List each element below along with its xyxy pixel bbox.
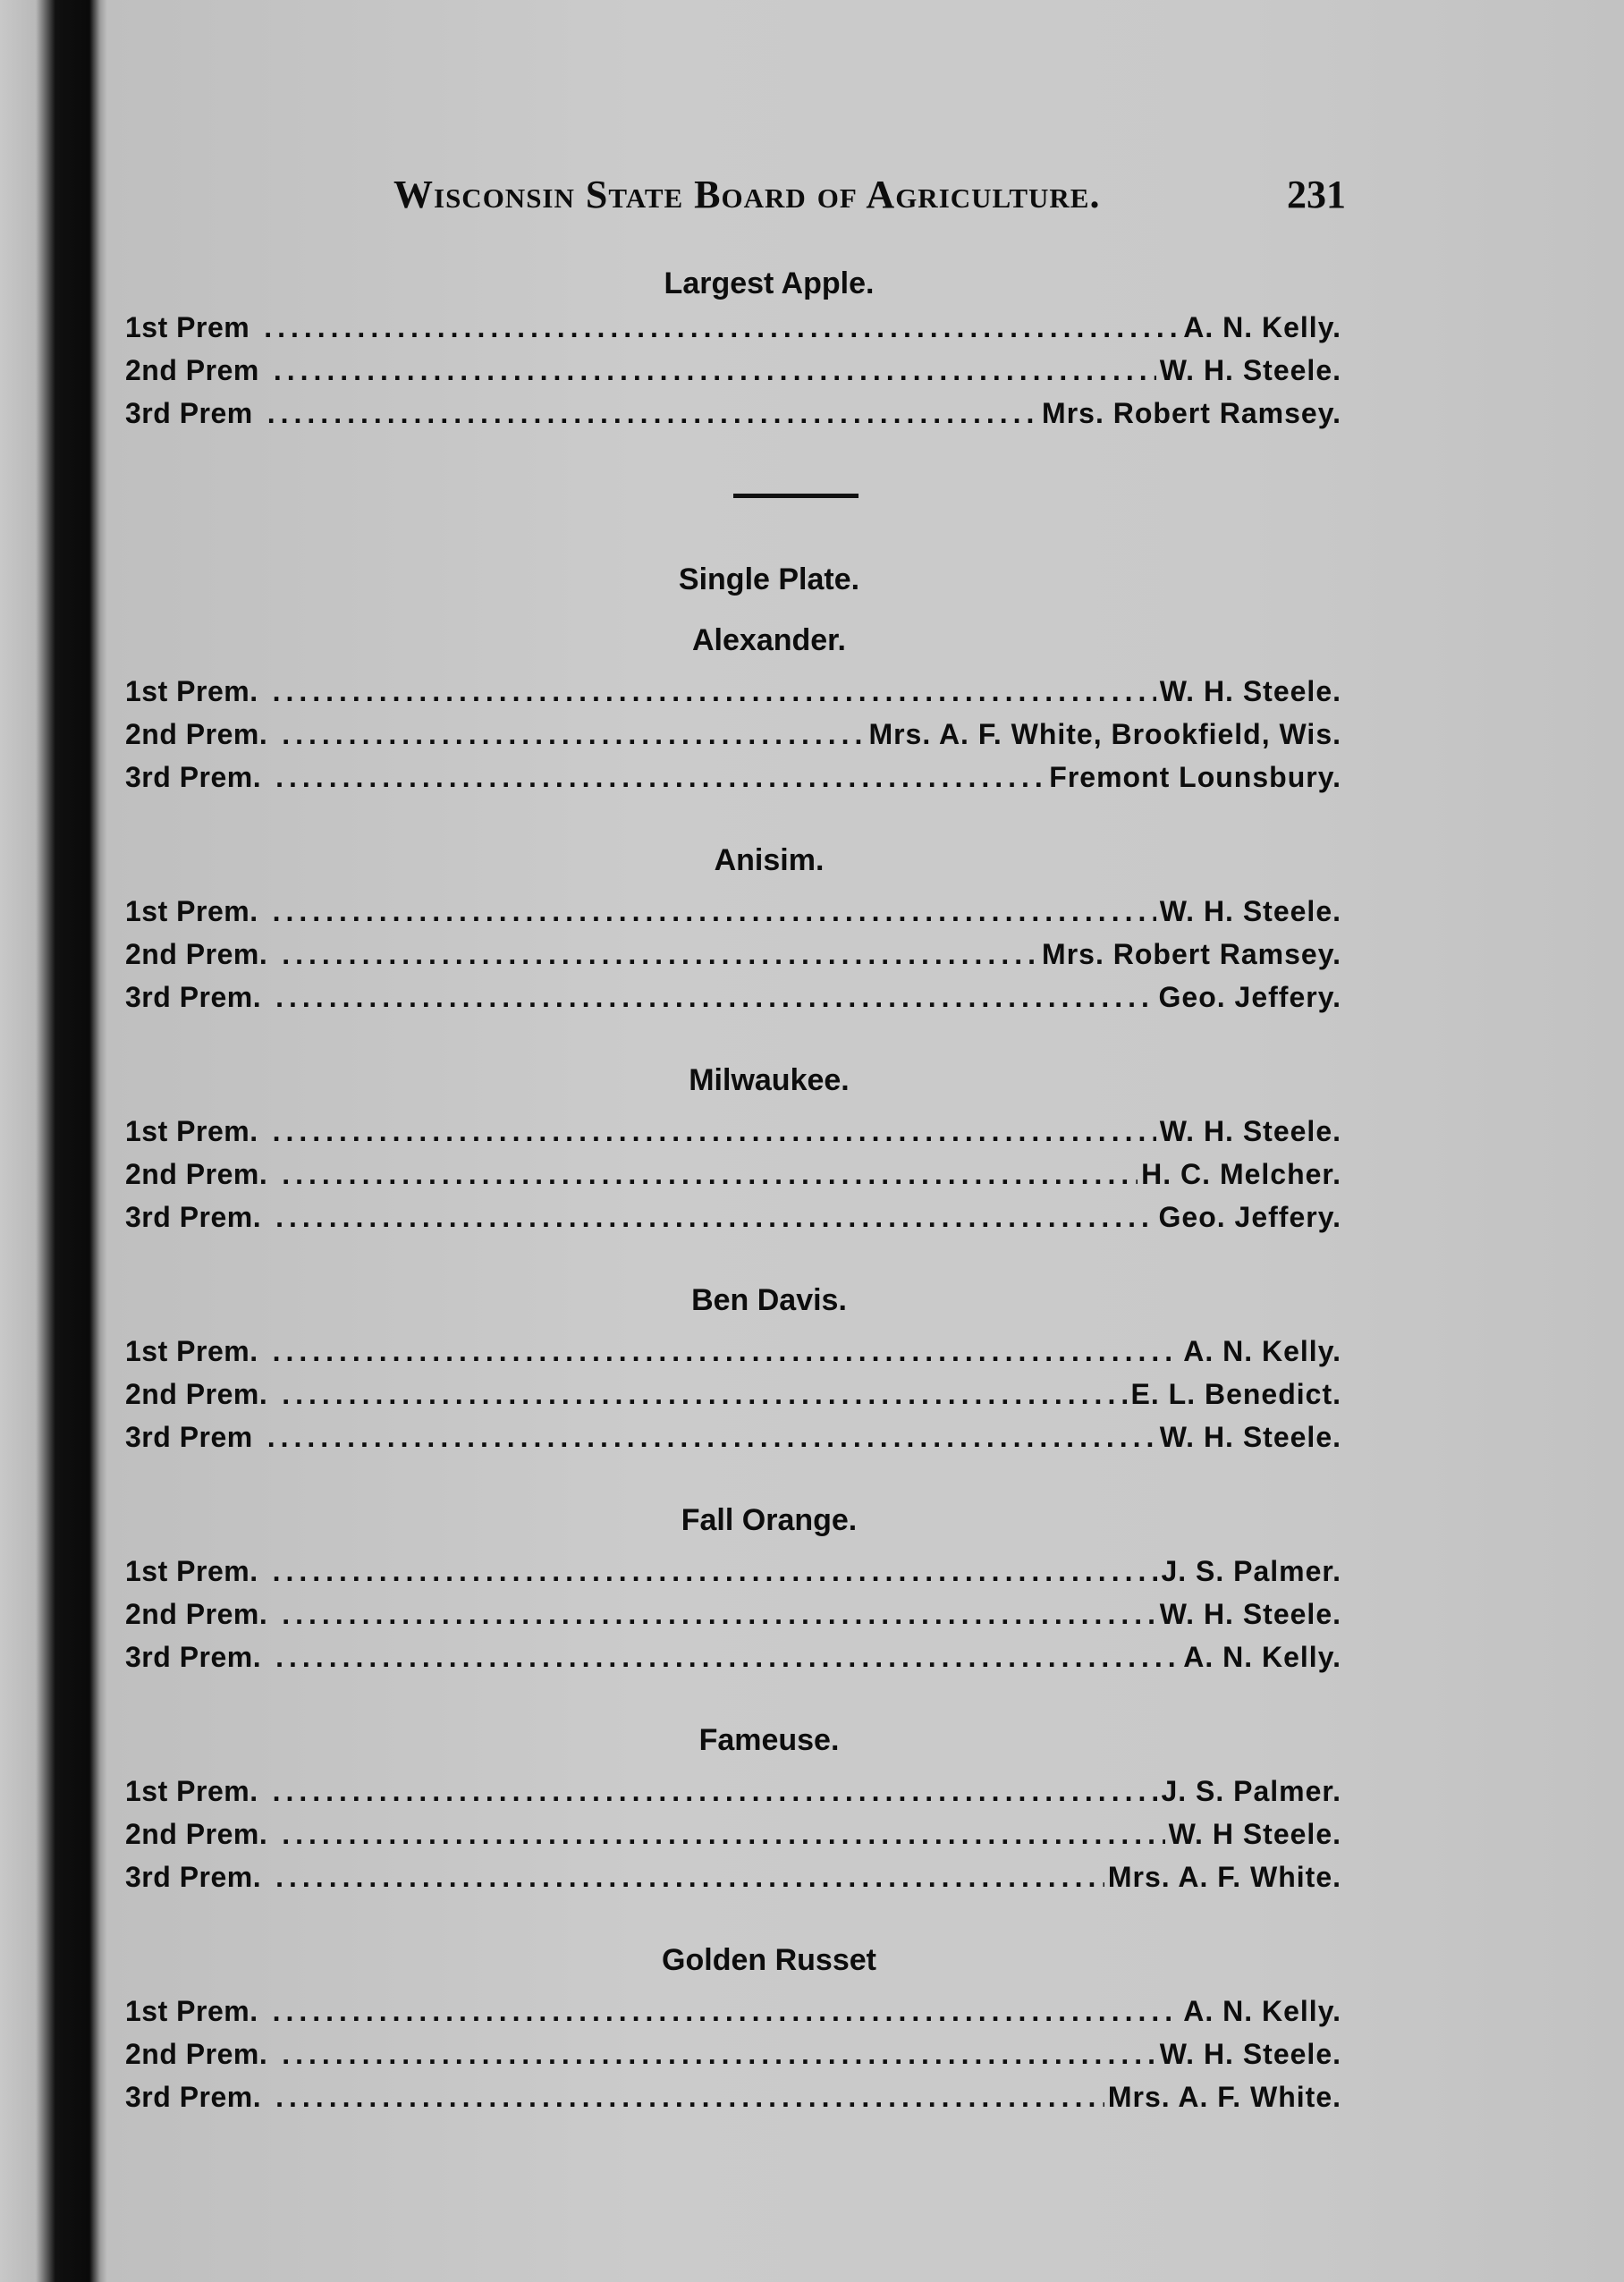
dot-leader: [264, 306, 1180, 349]
dot-leader: [282, 1373, 1127, 1416]
premium-place: 1st Prem.: [125, 1775, 258, 1807]
dot-leader: [275, 1196, 1155, 1238]
premium-place: 1st Prem.: [125, 1335, 258, 1367]
premium-winner: Mrs. A. F. White.: [1107, 1861, 1341, 1893]
premium-winner: W. H. Steele.: [1159, 1598, 1341, 1630]
dot-leader: [273, 1330, 1180, 1373]
premium-entry: [125, 890, 1341, 933]
premium-place: 2nd Prem.: [125, 2038, 268, 2070]
premium-winner: Mrs. Robert Ramsey.: [1042, 397, 1341, 429]
dot-leader: [275, 2075, 1104, 2118]
premium-place: 3rd Prem.: [125, 2081, 262, 2113]
variety-title: Milwaukee.: [689, 1063, 850, 1097]
section-title-single-plate: Single Plate.: [678, 562, 860, 596]
section-divider: [733, 494, 859, 498]
variety-group-fameuse: [125, 1718, 1341, 1898]
premium-winner: W. H. Steele.: [1159, 354, 1341, 386]
dot-leader: [275, 756, 1045, 799]
dot-leader: [273, 1550, 1158, 1593]
premium-winner: J. S. Palmer.: [1161, 1555, 1341, 1587]
premium-winner: W. H. Steele.: [1159, 895, 1341, 927]
dot-leader: [273, 890, 1156, 933]
variety-group-golden-russet: [125, 1938, 1341, 2118]
premium-place: 2nd Prem.: [125, 1158, 268, 1190]
premium-winner: Geo. Jeffery.: [1158, 981, 1341, 1013]
dot-leader: [275, 976, 1155, 1018]
premium-entry: [125, 756, 1341, 799]
premium-entry: [125, 306, 1341, 349]
page-number: 231: [1287, 173, 1346, 216]
premium-entry: [125, 2075, 1341, 2118]
premium-entry: [125, 1813, 1341, 1855]
premium-place: 1st Prem.: [125, 1555, 258, 1587]
premium-entry: [125, 976, 1341, 1018]
premium-entry: [125, 392, 1341, 435]
premium-winner: Geo. Jeffery.: [1158, 1201, 1341, 1233]
premium-winner: A. N. Kelly.: [1183, 1335, 1341, 1367]
premium-entry: [125, 1550, 1341, 1593]
premium-entry: [125, 1635, 1341, 1678]
variety-group-fall-orange: [125, 1498, 1341, 1678]
premium-winner: W. H. Steele.: [1159, 2038, 1341, 2070]
premium-place: 1st Prem.: [125, 1995, 258, 2027]
premium-place: 2nd Prem.: [125, 1598, 268, 1630]
premium-winner: H. C. Melcher.: [1141, 1158, 1341, 1190]
premium-entry: [125, 1196, 1341, 1238]
premium-place: 1st Prem: [125, 311, 250, 343]
premium-entry: [125, 1990, 1341, 2033]
premium-place: 2nd Prem.: [125, 1818, 268, 1850]
variety-title: Fameuse.: [698, 1723, 840, 1757]
dot-leader: [267, 392, 1038, 435]
dot-leader: [282, 1153, 1138, 1196]
book-binding-shadow: [0, 0, 107, 2282]
largest-apple-section: [125, 261, 1341, 435]
dot-leader: [273, 1990, 1180, 2033]
dot-leader: [282, 713, 865, 756]
premium-place: 1st Prem.: [125, 675, 258, 707]
premium-place: 3rd Prem.: [125, 1861, 262, 1893]
premium-entry: [125, 2033, 1341, 2075]
premium-place: 3rd Prem.: [125, 1201, 262, 1233]
dot-leader: [273, 670, 1156, 713]
premium-winner: A. N. Kelly.: [1183, 311, 1341, 343]
premium-winner: Fremont Lounsbury.: [1049, 761, 1341, 793]
premium-winner: A. N. Kelly.: [1183, 1995, 1341, 2027]
premium-winner: W. H Steele.: [1168, 1818, 1341, 1850]
variety-title: Ben Davis.: [691, 1283, 847, 1317]
premium-entry: [125, 713, 1341, 756]
premium-place: 1st Prem.: [125, 895, 258, 927]
premium-place: 3rd Prem.: [125, 761, 262, 793]
dot-leader: [267, 1416, 1156, 1458]
premium-winner: Mrs. A. F. White, Brookfield, Wis.: [868, 718, 1341, 750]
variety-group-anisim: [125, 838, 1341, 1018]
dot-leader: [273, 1110, 1156, 1153]
premium-place: 3rd Prem: [125, 1421, 253, 1453]
variety-group-milwaukee: [125, 1058, 1341, 1238]
variety-group-ben-davis: [125, 1278, 1341, 1458]
dot-leader: [282, 1593, 1156, 1635]
premium-place: 2nd Prem.: [125, 718, 268, 750]
variety-title: Golden Russet: [662, 1943, 876, 1977]
premium-winner: A. N. Kelly.: [1183, 1641, 1341, 1673]
premium-entry: [125, 1855, 1341, 1898]
variety-title: Anisim.: [714, 843, 825, 877]
premium-winner: J. S. Palmer.: [1161, 1775, 1341, 1807]
premium-entry: [125, 1770, 1341, 1813]
variety-title: Fall Orange.: [681, 1503, 858, 1537]
premium-entry: [125, 1373, 1341, 1416]
premium-winner: W. H. Steele.: [1159, 1115, 1341, 1147]
dot-leader: [275, 1635, 1180, 1678]
premium-entry: [125, 1153, 1341, 1196]
premium-winner: Mrs. Robert Ramsey.: [1042, 938, 1341, 970]
premium-entry: [125, 1416, 1341, 1458]
premium-place: 3rd Prem.: [125, 981, 262, 1013]
dot-leader: [273, 1770, 1158, 1813]
running-head: [286, 172, 1346, 234]
premium-place: 2nd Prem.: [125, 1378, 268, 1410]
dot-leader: [275, 1855, 1104, 1898]
variety-group-alexander: [125, 618, 1341, 799]
premium-place: 2nd Prem: [125, 354, 259, 386]
dot-leader: [282, 1813, 1164, 1855]
premium-place: 2nd Prem.: [125, 938, 268, 970]
dot-leader: [274, 349, 1156, 392]
premium-winner: W. H. Steele.: [1159, 675, 1341, 707]
running-title: Wisconsin State Board of Agriculture.: [393, 173, 1101, 216]
premium-winner: E. L. Benedict.: [1130, 1378, 1341, 1410]
premium-place: 3rd Prem.: [125, 1641, 262, 1673]
premium-entry: [125, 1110, 1341, 1153]
premium-entry: [125, 670, 1341, 713]
premium-place: 1st Prem.: [125, 1115, 258, 1147]
premium-entry: [125, 933, 1341, 976]
premium-entry: [125, 1593, 1341, 1635]
premium-winner: W. H. Steele.: [1159, 1421, 1341, 1453]
section-title-largest-apple: Largest Apple.: [664, 266, 875, 300]
dot-leader: [282, 2033, 1156, 2075]
dot-leader: [282, 933, 1038, 976]
premium-entry: [125, 1330, 1341, 1373]
premium-entry: [125, 349, 1341, 392]
variety-title: Alexander.: [692, 623, 846, 657]
premium-winner: Mrs. A. F. White.: [1107, 2081, 1341, 2113]
premium-list: [125, 261, 1341, 2158]
premium-place: 3rd Prem: [125, 397, 253, 429]
